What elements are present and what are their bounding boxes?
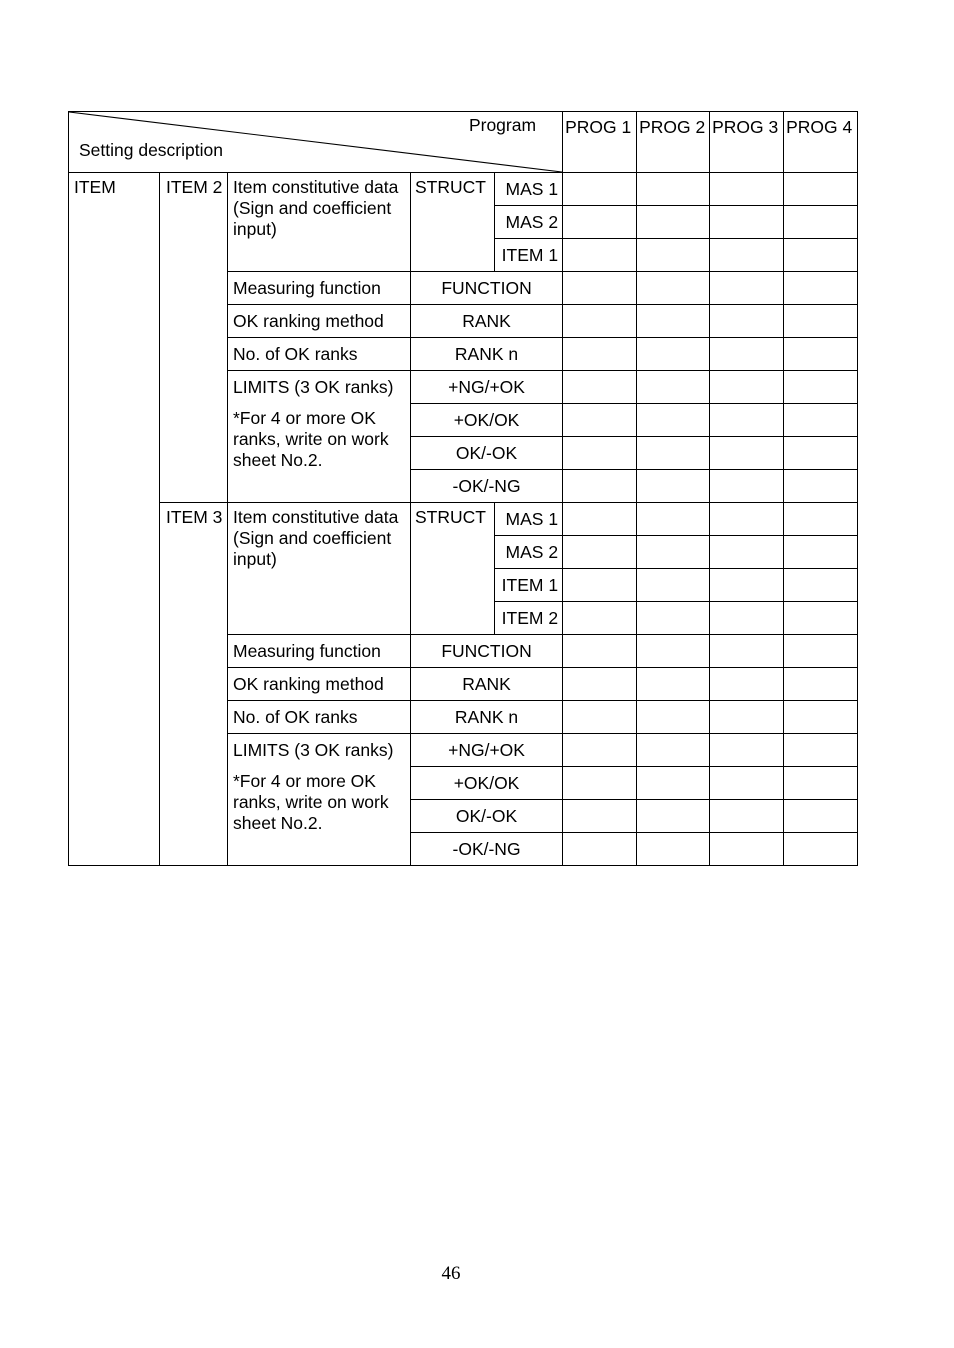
value-cell[interactable]: [563, 800, 637, 833]
item3-rank-n-code: RANK n: [411, 701, 563, 734]
value-cell[interactable]: [784, 800, 858, 833]
item2-constitutive-data-label: Item constitutive data (Sign and coefficient input): [228, 173, 411, 272]
item2-limit-code-4: -OK/-NG: [411, 470, 563, 503]
value-cell[interactable]: [563, 404, 637, 437]
value-cell[interactable]: [710, 173, 784, 206]
item3-struct-label: STRUCT: [411, 503, 495, 635]
value-cell[interactable]: [784, 338, 858, 371]
item3-function-code: FUNCTION: [411, 635, 563, 668]
value-cell[interactable]: [710, 503, 784, 536]
value-cell[interactable]: [637, 470, 710, 503]
item2-label: ITEM 2: [160, 173, 228, 503]
value-cell[interactable]: [710, 437, 784, 470]
setting-description-header-label: Setting description: [79, 140, 223, 160]
value-cell[interactable]: [784, 305, 858, 338]
item2-struct-row-mas1: [69, 173, 858, 206]
item3-limit-code-1: +NG/+OK: [411, 734, 563, 767]
value-cell[interactable]: [784, 404, 858, 437]
value-cell[interactable]: [563, 734, 637, 767]
value-cell[interactable]: [637, 272, 710, 305]
value-cell[interactable]: [784, 635, 858, 668]
item3-struct-mas1: MAS 1: [495, 503, 563, 536]
item3-rank-code: RANK: [411, 668, 563, 701]
item2-no-ok-ranks-label: No. of OK ranks: [228, 338, 411, 371]
value-cell[interactable]: [637, 503, 710, 536]
prog-2-header: PROG 2: [637, 112, 710, 173]
item3-no-ok-ranks-label: No. of OK ranks: [228, 701, 411, 734]
value-cell[interactable]: [563, 173, 637, 206]
value-cell[interactable]: [637, 371, 710, 404]
item3-struct-row-mas1: [69, 503, 858, 536]
item3-struct-item1: ITEM 1: [495, 569, 563, 602]
value-cell[interactable]: [710, 536, 784, 569]
value-cell[interactable]: [563, 701, 637, 734]
value-cell[interactable]: [637, 206, 710, 239]
program-setting-worksheet-table: [68, 111, 858, 866]
prog-4-header: PROG 4: [784, 112, 858, 173]
item3-limit-code-3: OK/-OK: [411, 800, 563, 833]
value-cell[interactable]: [637, 833, 710, 866]
item2-function-code: FUNCTION: [411, 272, 563, 305]
item2-measuring-function-label: Measuring function: [228, 272, 411, 305]
value-cell[interactable]: [637, 668, 710, 701]
value-cell[interactable]: [784, 833, 858, 866]
item-category-label: ITEM: [69, 173, 160, 866]
value-cell[interactable]: [563, 668, 637, 701]
value-cell[interactable]: [563, 437, 637, 470]
item3-limit-code-2: +OK/OK: [411, 767, 563, 800]
value-cell[interactable]: [710, 734, 784, 767]
item2-struct-item1: ITEM 1: [495, 239, 563, 272]
value-cell[interactable]: [784, 569, 858, 602]
item3-limits-label: LIMITS (3 OK ranks): [228, 734, 411, 767]
value-cell[interactable]: [710, 470, 784, 503]
value-cell[interactable]: [637, 569, 710, 602]
item2-limit-code-1: +NG/+OK: [411, 371, 563, 404]
value-cell[interactable]: [563, 272, 637, 305]
value-cell[interactable]: [637, 734, 710, 767]
item3-label: ITEM 3: [160, 503, 228, 866]
value-cell[interactable]: [710, 701, 784, 734]
item3-measuring-function-label: Measuring function: [228, 635, 411, 668]
value-cell[interactable]: [637, 800, 710, 833]
value-cell[interactable]: [710, 833, 784, 866]
value-cell[interactable]: [637, 437, 710, 470]
program-header-label: Program: [468, 115, 537, 135]
value-cell[interactable]: [784, 503, 858, 536]
item2-limit-code-3: OK/-OK: [411, 437, 563, 470]
value-cell[interactable]: [710, 371, 784, 404]
item3-struct-item2: ITEM 2: [495, 602, 563, 635]
item3-constitutive-data-label: Item constitutive data (Sign and coefficient input): [228, 503, 411, 635]
item2-rank-n-code: RANK n: [411, 338, 563, 371]
value-cell[interactable]: [563, 767, 637, 800]
value-cell[interactable]: [784, 536, 858, 569]
value-cell[interactable]: [637, 635, 710, 668]
value-cell[interactable]: [563, 470, 637, 503]
value-cell[interactable]: [710, 668, 784, 701]
value-cell[interactable]: [784, 173, 858, 206]
value-cell[interactable]: [710, 206, 784, 239]
value-cell[interactable]: [563, 305, 637, 338]
prog-1-header: PROG 1: [563, 112, 637, 173]
value-cell[interactable]: [563, 206, 637, 239]
value-cell[interactable]: [637, 305, 710, 338]
value-cell[interactable]: [710, 635, 784, 668]
value-cell[interactable]: [563, 569, 637, 602]
value-cell[interactable]: [563, 338, 637, 371]
value-cell[interactable]: [563, 602, 637, 635]
value-cell[interactable]: [637, 536, 710, 569]
item3-ok-ranking-label: OK ranking method: [228, 668, 411, 701]
item3-limits-note: *For 4 or more OK ranks, write on work sheet No.2.: [228, 767, 411, 866]
page-number: 46: [441, 1263, 461, 1284]
item2-limits-label: LIMITS (3 OK ranks): [228, 371, 411, 404]
value-cell[interactable]: [637, 239, 710, 272]
value-cell[interactable]: [784, 239, 858, 272]
value-cell[interactable]: [563, 833, 637, 866]
item2-struct-mas2: MAS 2: [495, 206, 563, 239]
value-cell[interactable]: [710, 569, 784, 602]
value-cell[interactable]: [784, 371, 858, 404]
item2-struct-label: STRUCT: [411, 173, 495, 272]
value-cell[interactable]: [563, 635, 637, 668]
item2-limits-note: *For 4 or more OK ranks, write on work sheet No.2.: [228, 404, 411, 503]
item2-limit-code-2: +OK/OK: [411, 404, 563, 437]
value-cell[interactable]: [784, 701, 858, 734]
prog-3-header: PROG 3: [710, 112, 784, 173]
value-cell[interactable]: [784, 668, 858, 701]
item3-struct-mas2: MAS 2: [495, 536, 563, 569]
item3-limit-code-4: -OK/-NG: [411, 833, 563, 866]
value-cell[interactable]: [710, 338, 784, 371]
value-cell[interactable]: [784, 437, 858, 470]
diagonal-header-cell: [69, 112, 563, 173]
value-cell[interactable]: [784, 734, 858, 767]
value-cell[interactable]: [637, 602, 710, 635]
value-cell[interactable]: [563, 503, 637, 536]
value-cell[interactable]: [563, 536, 637, 569]
value-cell[interactable]: [710, 305, 784, 338]
value-cell[interactable]: [784, 767, 858, 800]
item2-ok-ranking-label: OK ranking method: [228, 305, 411, 338]
value-cell[interactable]: [637, 173, 710, 206]
value-cell[interactable]: [710, 272, 784, 305]
item2-rank-code: RANK: [411, 305, 563, 338]
value-cell[interactable]: [637, 404, 710, 437]
value-cell[interactable]: [784, 206, 858, 239]
value-cell[interactable]: [710, 404, 784, 437]
value-cell[interactable]: [637, 767, 710, 800]
value-cell[interactable]: [637, 701, 710, 734]
value-cell[interactable]: [710, 239, 784, 272]
value-cell[interactable]: [710, 602, 784, 635]
value-cell[interactable]: [710, 767, 784, 800]
item2-struct-mas1: MAS 1: [495, 173, 563, 206]
value-cell[interactable]: [563, 239, 637, 272]
value-cell[interactable]: [784, 470, 858, 503]
value-cell[interactable]: [784, 602, 858, 635]
value-cell[interactable]: [784, 272, 858, 305]
value-cell[interactable]: [563, 371, 637, 404]
value-cell[interactable]: [637, 338, 710, 371]
value-cell[interactable]: [710, 800, 784, 833]
header-row: [69, 112, 858, 173]
